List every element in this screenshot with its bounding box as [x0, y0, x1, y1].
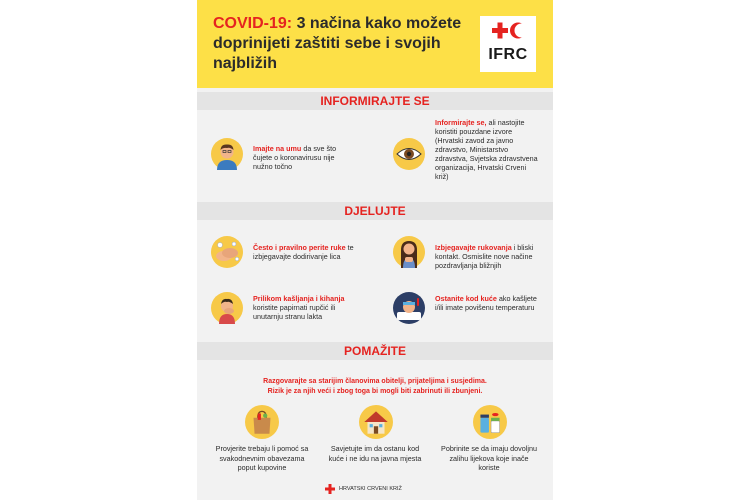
act-item-1: Često i pravilno perite ruke te izbjegavajte dodirivanje lica: [253, 243, 354, 261]
section-header-help: [197, 342, 553, 360]
infographic-poster: [197, 0, 553, 500]
title-text: 3 načina kako možete doprinijeti zaštiti sebe i svojih najbližih: [213, 15, 462, 72]
act-item-3: Prilikom kašljanja i kihanja koristite papirnati rupčić ili unutarnju stranu lakta: [253, 294, 345, 321]
medicine-icon: [473, 405, 507, 439]
inform-item-2: Informirajte se, ali nastojite koristiti pouzdane izvore (Hrvatski zavod za javno zdravstvo, Ministarstvo zdravstva, Svjetska zdravstvena organizacija, Hrvatski Crveni križ): [435, 118, 538, 181]
help-item-3: Pobrinite se da imaju dovoljnu zalihu lijekova koje inače koriste: [441, 444, 537, 472]
help-item-2: Savjetujte im da ostanu kod kuće i ne idu na javna mjesta: [328, 444, 422, 463]
section-title: DJELUJTE: [344, 204, 406, 218]
title-highlight: COVID-19:: [213, 15, 293, 32]
act-item-4: Ostanite kod kuće ako kašljete i/ili imate povišenu temperaturu: [435, 294, 537, 312]
logo-text: IFRC: [488, 46, 528, 63]
section-header-act: [197, 202, 553, 220]
woman-hands-icon: [393, 236, 425, 268]
shopping-bag-icon: [245, 405, 279, 439]
footer: [325, 483, 435, 495]
section-header-inform: [197, 92, 553, 110]
section-title: INFORMIRAJTE SE: [320, 94, 430, 108]
red-cross-icon: [325, 484, 335, 494]
coughing-person-icon: [211, 292, 243, 324]
house-icon: [359, 405, 393, 439]
act-item-2: Izbjegavajte rukovanja i bliski kontakt. Osmislite nove načine pozdravljanja bližnjih: [435, 243, 534, 270]
ifrc-logo: [480, 16, 536, 72]
section-title: POMAŽITE: [344, 344, 406, 358]
page-title: [213, 14, 463, 74]
footer-org: HRVATSKI CRVENI KRIŽ: [339, 486, 402, 492]
inform-item-1: Imajte na umu da sve što čujete o koronavirusu nije nužno točno: [253, 144, 337, 171]
person-thinking-icon: [211, 138, 243, 170]
help-item-1: Provjerite trebaju li pomoć sa svakodnevnim obavezama poput kupovine: [215, 444, 309, 472]
washing-hands-icon: [211, 236, 243, 268]
sick-person-icon: [393, 292, 425, 324]
cross-crescent-icon: [480, 18, 536, 48]
eye-icon: [393, 138, 425, 170]
help-intro: Razgovarajte sa starijim članovima obitelji, prijateljima i susjedima. Rizik je za njih veći i zbog toga bi mogli biti zabrinuti ili zbunjeni.: [263, 378, 487, 395]
header-banner: [197, 0, 553, 88]
